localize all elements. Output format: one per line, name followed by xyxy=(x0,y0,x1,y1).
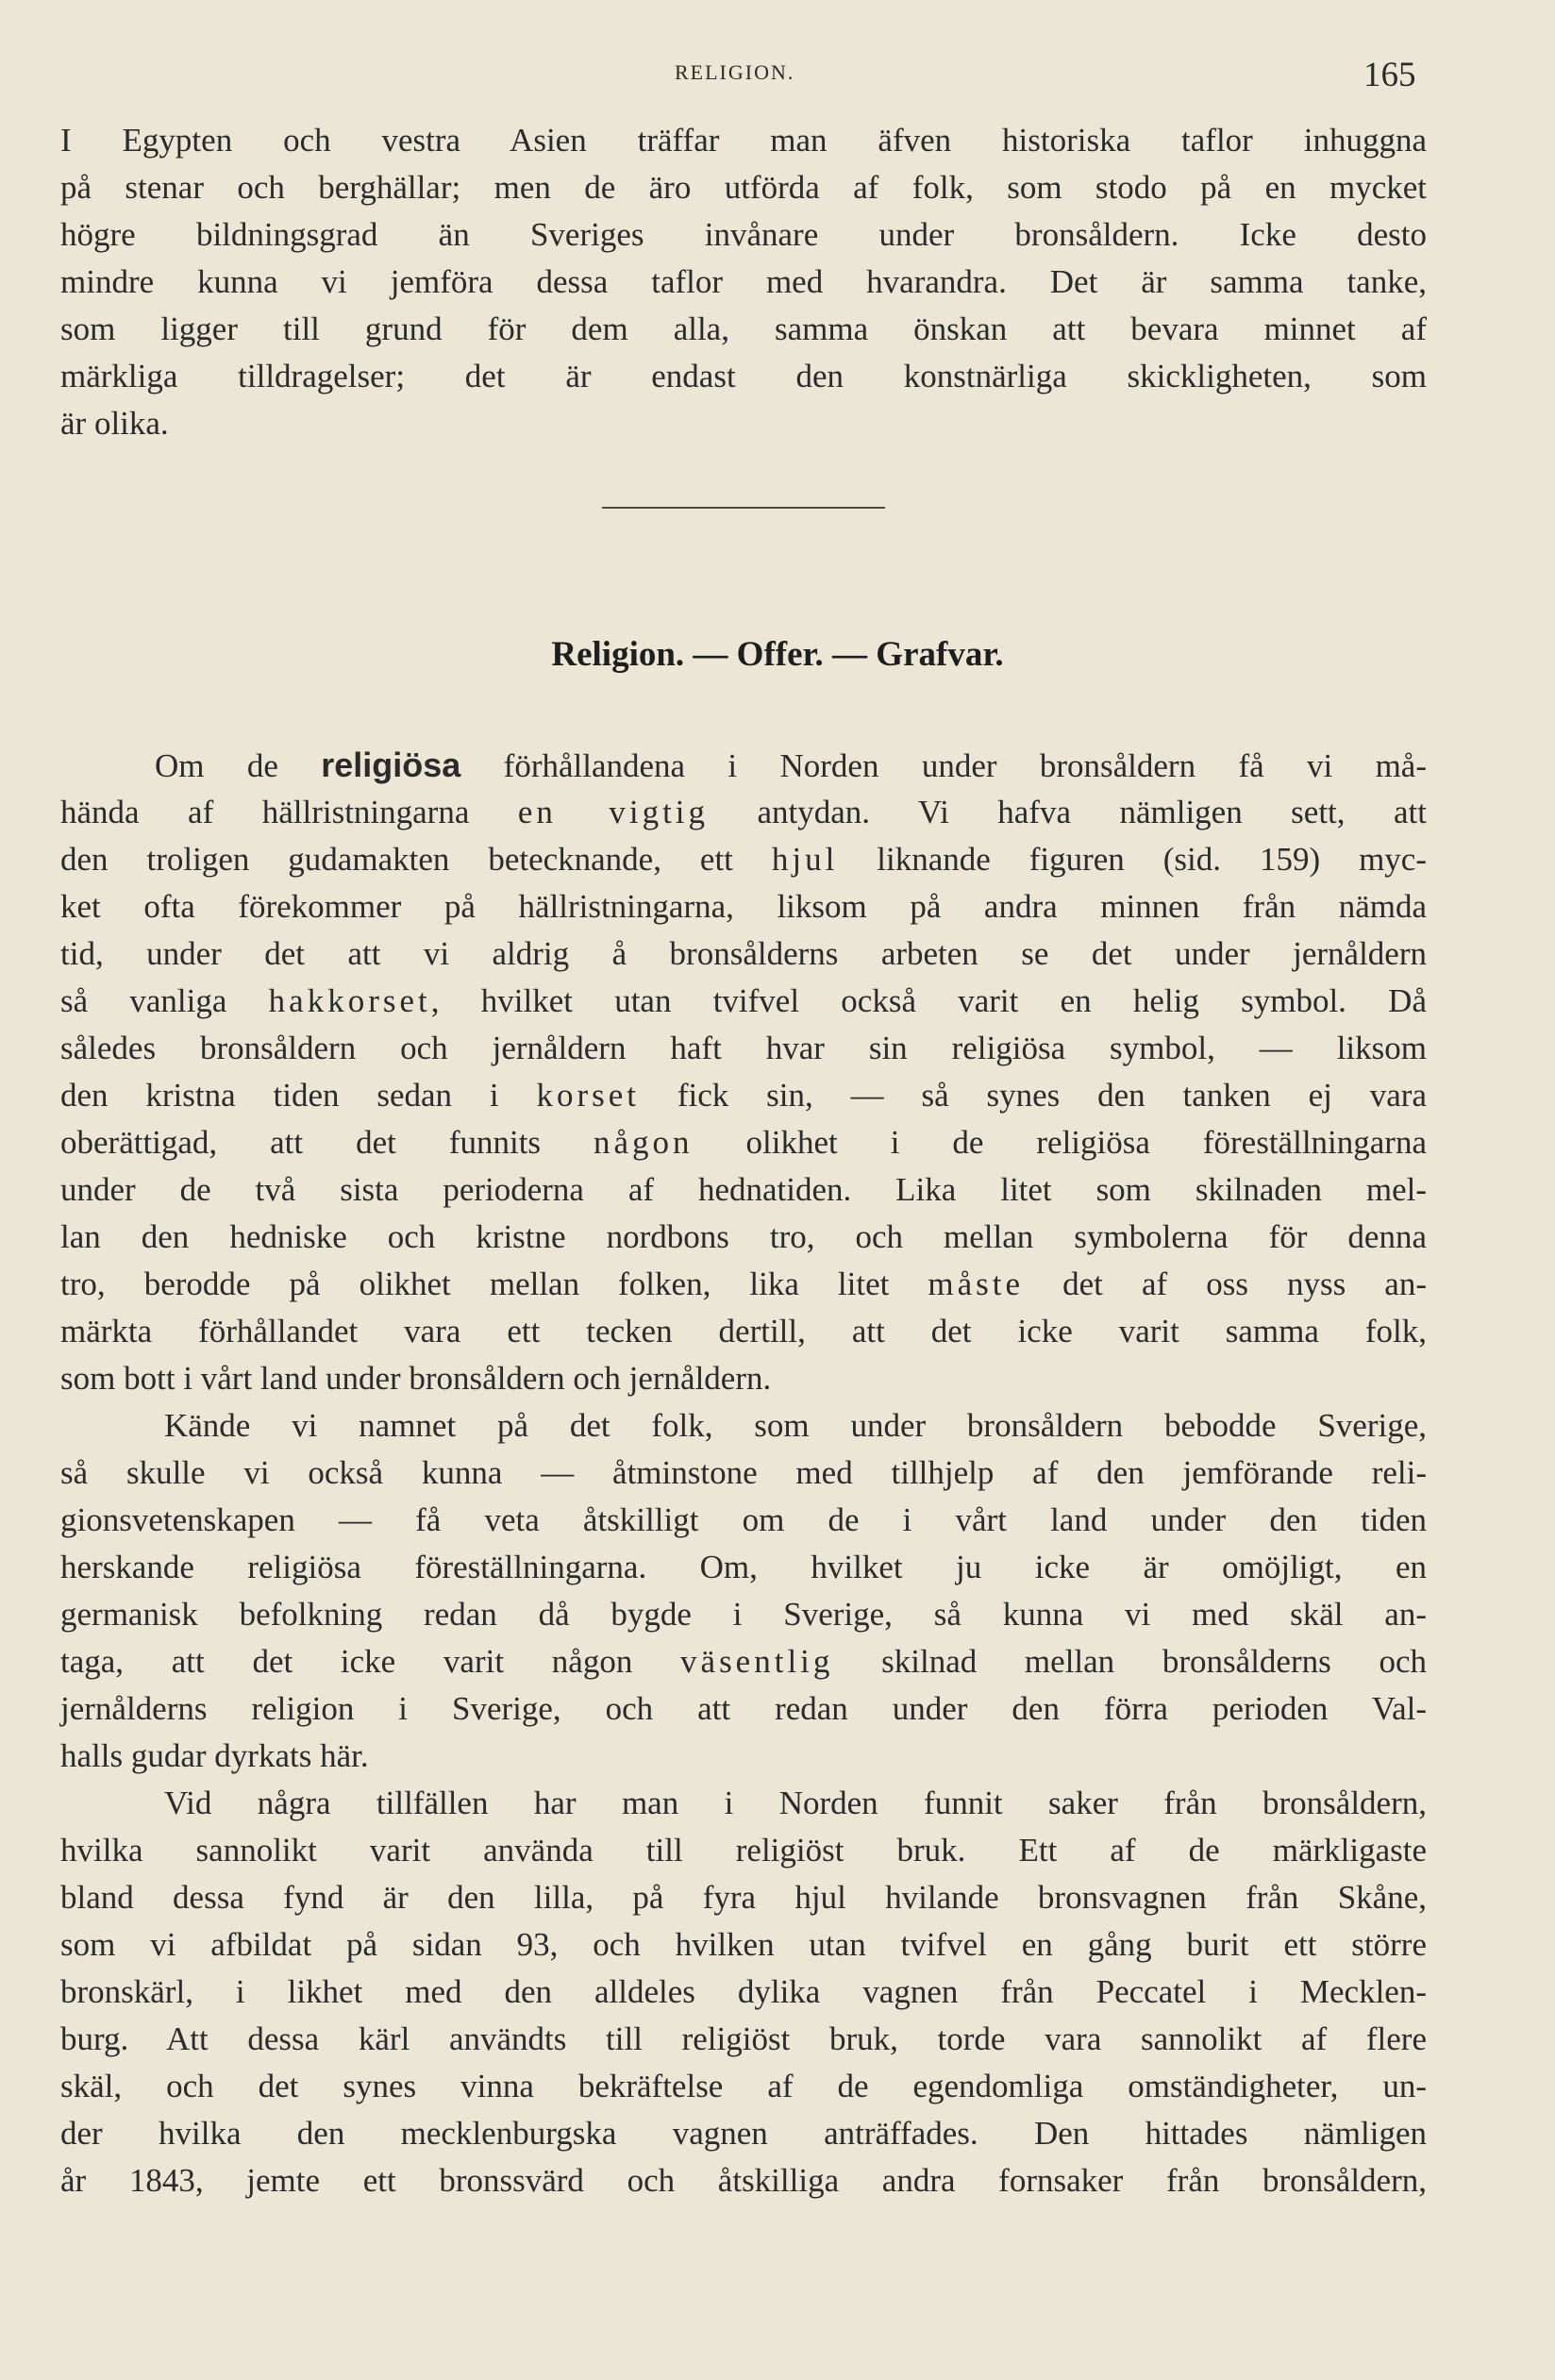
text-line: jernålderns religion i Sverige, och att redan under den förra perioden Val- xyxy=(60,1690,1427,1727)
text-line: således bronsåldern och jernåldern haft hvar sin religiösa symbol, — liksom xyxy=(60,1030,1427,1066)
text-line: der hvilka den mecklenburgska vagnen anträffades. Den hittades nämligen xyxy=(60,2115,1427,2152)
text-line: tro, berodde på olikhet mellan folken, lika litet måste det af oss nyss an- xyxy=(60,1265,1427,1302)
page-number: 165 xyxy=(1363,56,1416,94)
text-line: märkliga tilldragelser; det är endast den konstnärliga skickligheten, som xyxy=(60,358,1427,394)
text-line: bland dessa fynd är den lilla, på fyra hjul hvilande bronsvagnen från Skåne, xyxy=(60,1879,1427,1916)
text-line: år 1843, jemte ett bronssvärd och åtskilliga andra fornsaker från bronsåldern, xyxy=(60,2162,1427,2199)
text-line: den kristna tiden sedan i korset fick sin, — så synes den tanken ej vara xyxy=(60,1077,1427,1114)
emphasis-word: väsentlig xyxy=(680,1643,834,1680)
text-line: högre bildningsgrad än Sveriges invånare under bronsåldern. Icke desto xyxy=(60,216,1427,253)
text-line: oberättigad, att det funnits någon olikhet i de religiösa föreställningarna xyxy=(60,1124,1427,1161)
text-line: hvilka sannolikt varit använda till religiöst bruk. Ett af de märkligaste xyxy=(60,1832,1427,1869)
text-line: bronskärl, i likhet med den alldeles dylika vagnen från Peccatel i Mecklen- xyxy=(60,1973,1427,2010)
text-line: burg. Att dessa kärl användts till religiöst bruk, torde vara sannolikt af flere xyxy=(60,2020,1427,2057)
text-line: taga, att det icke varit någon väsentlig skilnad mellan bronsålderns och xyxy=(60,1643,1427,1680)
emphasis-word: någon xyxy=(594,1124,694,1161)
text-line: Kände vi namnet på det folk, som under bronsåldern bebodde Sverige, xyxy=(164,1407,1427,1444)
text-line: germanisk befolkning redan då bygde i Sverige, så kunna vi med skäl an- xyxy=(60,1596,1427,1633)
text-line: skäl, och det synes vinna bekräftelse af de egendomliga omständigheter, un- xyxy=(60,2068,1427,2104)
text-line: lan den hedniske och kristne nordbons tro, och mellan symbolerna för denna xyxy=(60,1218,1427,1255)
text-line: halls gudar dyrkats här. xyxy=(60,1737,369,1774)
emphasis-word: religiösa xyxy=(321,746,461,784)
text-line: den troligen gudamakten betecknande, ett hjul liknande figuren (sid. 159) myc- xyxy=(60,841,1427,878)
main-text xyxy=(60,742,1427,2204)
text-line: hända af hällristningarna en vigtig antydan. Vi hafva nämligen sett, att xyxy=(60,794,1427,830)
section-heading: Religion. — Offer. — Grafvar. xyxy=(551,635,1004,674)
text-line: herskande religiösa föreställningarna. Om, hvilket ju icke är omöjligt, en xyxy=(60,1549,1427,1585)
running-title: RELIGION. xyxy=(675,60,795,84)
text-line: Vid några tillfällen har man i Norden funnit saker från bronsåldern, xyxy=(164,1785,1427,1821)
emphasis-word: hjul xyxy=(771,841,839,878)
text-line: som ligger till grund för dem alla, samma önskan att bevara minnet af xyxy=(60,310,1427,347)
text-line: under de två sista perioderna af hednatiden. Lika litet som skilnaden mel- xyxy=(60,1171,1427,1208)
text-line: är olika. xyxy=(60,405,169,442)
section-divider xyxy=(602,507,885,509)
text-line: på stenar och berghällar; men de äro utförda af folk, som stodo på en mycket xyxy=(60,169,1427,206)
text-line: ket ofta förekommer på hällristningarna, liksom på andra minnen från nämda xyxy=(60,888,1427,925)
text-line: som bott i vårt land under bronsåldern och jernåldern. xyxy=(60,1360,772,1397)
emphasis-word: hakkorset xyxy=(268,982,431,1019)
text-line: mindre kunna vi jemföra dessa taflor med hvarandra. Det är samma tanke, xyxy=(60,263,1427,300)
text-line: tid, under det att vi aldrig å bronsålderns arbeten se det under jernåldern xyxy=(60,935,1427,972)
text-line: så vanliga hakkorset, hvilket utan tvifvel också varit en helig symbol. Då xyxy=(60,982,1427,1019)
emphasis-word: måste xyxy=(928,1265,1025,1302)
text-line: så skulle vi också kunna — åtminstone med tillhjelp af den jemförande reli- xyxy=(60,1454,1427,1491)
text-line: som vi afbildat på sidan 93, och hvilken utan tvifvel en gång burit ett större xyxy=(60,1926,1427,1963)
intro-paragraph xyxy=(60,117,1427,447)
emphasis-word: en vigtig xyxy=(517,794,710,830)
text-line: I Egypten och vestra Asien träffar man äfven historiska taflor inhuggna xyxy=(60,122,1427,159)
emphasis-word: korset xyxy=(536,1077,641,1114)
text-line: gionsvetenskapen — få veta åtskilligt om de i vårt land under den tiden xyxy=(60,1501,1427,1538)
text-line: Om de religiösa förhållandena i Norden under bronsåldern få vi må- xyxy=(155,746,1427,784)
running-head xyxy=(0,55,1555,92)
text-line: märkta förhållandet vara ett tecken dertill, att det icke varit samma folk, xyxy=(60,1313,1427,1349)
